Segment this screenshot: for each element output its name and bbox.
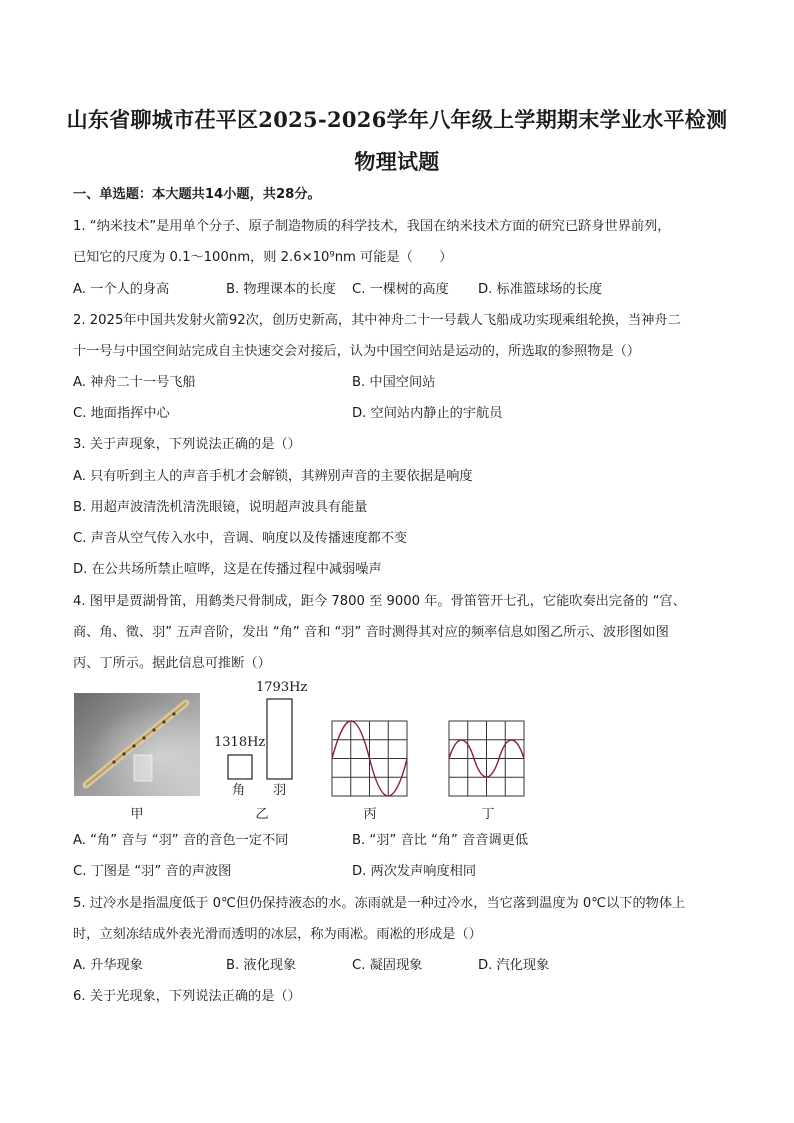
bar-jiao <box>228 755 252 779</box>
q5-stem-line1: 5. 过冷水是指温度低于 0℃但仍保持液态的水。冻雨就是一种过冷水，当它落到温度为 0℃以下的物体上 <box>73 896 686 911</box>
caption-ding: 丁 <box>481 807 495 822</box>
q1-stem-line2: 已知它的尺度为 0.1～100nm，则 2.6×10⁹nm 可能是（ ） <box>73 250 453 265</box>
freq-label-low: 1318Hz <box>214 735 266 750</box>
q5-option-a: A. 升华现象 <box>73 958 143 973</box>
q5-option-c: C. 凝固现象 <box>352 958 423 973</box>
waveform-bing <box>331 718 409 798</box>
q2-option-c: C. 地面指挥中心 <box>73 406 170 421</box>
freq-label-high: 1793Hz <box>256 680 308 695</box>
q4-option-a: A. “角” 音与 “羽” 音的音色一定不同 <box>73 833 289 848</box>
q1-option-d: D. 标准篮球场的长度 <box>478 282 603 297</box>
q4-option-c: C. 丁图是 “羽” 音的声波图 <box>73 864 232 879</box>
q3-option-c: C. 声音从空气传入水中，音调、响度以及传播速度都不变 <box>73 531 408 546</box>
q4-stem-line3: 丙、丁所示。据此信息可推断（） <box>73 656 271 671</box>
q6-stem: 6. 关于光现象，下列说法正确的是（） <box>73 989 301 1004</box>
q5-stem-line2: 时，立刻冻结成外表光滑而透明的冰层，称为雨凇。雨凇的形成是（） <box>73 927 482 942</box>
q2-option-a: A. 神舟二十一号飞船 <box>73 375 196 390</box>
frequency-bar-chart <box>222 692 302 784</box>
caption-yi: 乙 <box>255 807 269 822</box>
q3-option-b: B. 用超声波清洗机清洗眼镜，说明超声波具有能量 <box>73 500 368 515</box>
flute-illustration <box>74 693 200 796</box>
caption-bing: 丙 <box>363 807 377 822</box>
q4-stem-line2: 商、角、徵、羽” 五声音阶，发出 “角” 音和 “羽” 音时测得其对应的频率信息如图乙所示、波形图如图 <box>73 625 669 640</box>
bar-label-jiao: 角 <box>232 783 246 798</box>
section-heading: 一、单选题：本大题共14小题，共28分。 <box>73 187 321 202</box>
q1-option-b: B. 物理课本的长度 <box>226 282 336 297</box>
q1-stem-line1: 1. “纳米技术”是用单个分子、原子制造物质的科学技术，我国在纳米技术方面的研究已跻身世界前列， <box>73 219 671 234</box>
bar-label-yu: 羽 <box>273 783 287 798</box>
caption-jia: 甲 <box>130 807 144 822</box>
q2-option-d: D. 空间站内静止的宇航员 <box>352 406 503 421</box>
bar-yu <box>267 699 292 779</box>
bone-flute-photo <box>74 693 200 796</box>
page-subtitle: 物理试题 <box>354 149 440 174</box>
q1-option-c: C. 一棵树的高度 <box>352 282 449 297</box>
q5-option-d: D. 汽化现象 <box>478 958 550 973</box>
page-title: 山东省聊城市茌平区2025-2026学年八年级上学期期末学业水平检测 <box>66 107 728 132</box>
q5-option-b: B. 液化现象 <box>226 958 297 973</box>
q2-option-b: B. 中国空间站 <box>352 375 436 390</box>
waveform-ding <box>448 718 526 798</box>
q3-stem: 3. 关于声现象，下列说法正确的是（） <box>73 437 301 452</box>
q2-stem-line1: 2. 2025年中国共发射火箭92次，创历史新高，其中神舟二十一号载人飞船成功实现乘组轮换，当神舟二 <box>73 313 681 328</box>
q4-option-d: D. 两次发声响度相同 <box>352 864 477 879</box>
q3-option-d: D. 在公共场所禁止喧哗，这是在传播过程中减弱噪声 <box>73 562 382 577</box>
q2-stem-line2: 十一号与中国空间站完成自主快速交会对接后，认为中国空间站是运动的，所选取的参照物是（） <box>73 344 641 359</box>
q4-stem-line1: 4. 图甲是贾湖骨笛，用鹤类尺骨制成，距今 7800 至 9000 年。骨笛管开七孔，它能吹奏出完备的 “宫、 <box>73 594 686 609</box>
q1-option-a: A. 一个人的身高 <box>73 282 170 297</box>
q3-option-a: A. 只有听到主人的声音手机才会解锁，其辨别声音的主要依据是响度 <box>73 469 473 484</box>
q4-option-b: B. “羽” 音比 “角” 音音调更低 <box>352 833 529 848</box>
